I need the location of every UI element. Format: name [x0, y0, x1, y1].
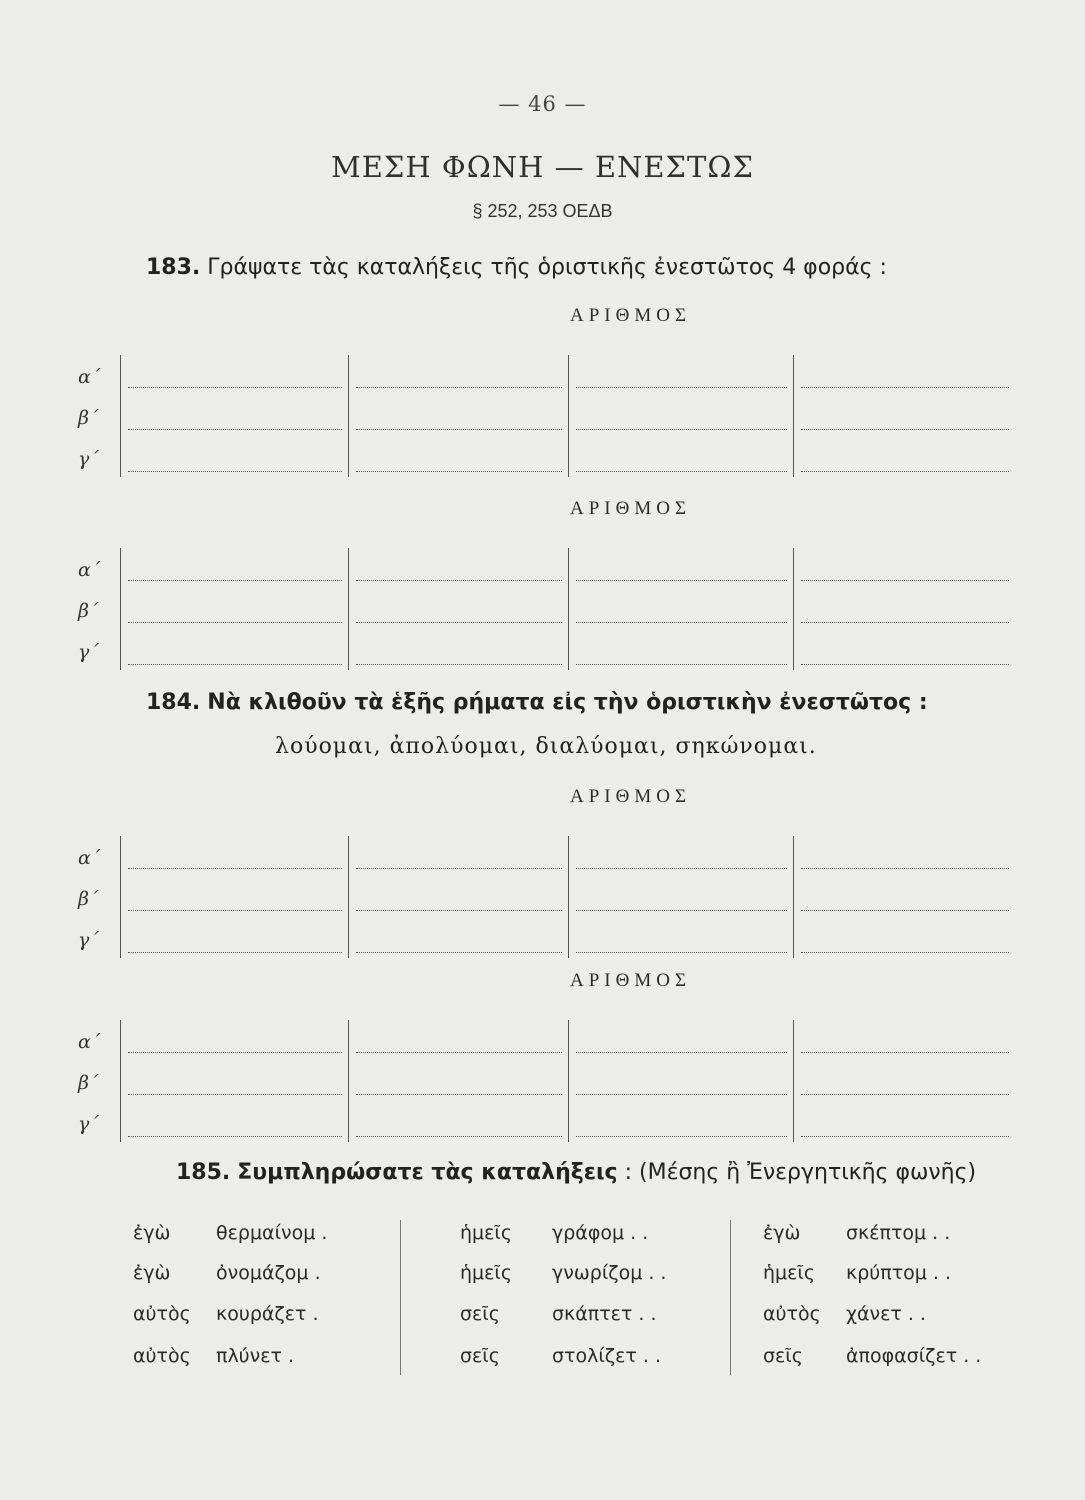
- answer-blank[interactable]: [801, 471, 1009, 472]
- grid-column-line: [348, 836, 349, 958]
- answer-blank[interactable]: [128, 580, 342, 581]
- pronoun: ἡμεῖς: [460, 1262, 512, 1284]
- answer-blank[interactable]: [801, 580, 1009, 581]
- grid-column-line: [568, 355, 569, 477]
- verb-stem-blank[interactable]: θερμαίνομ .: [216, 1222, 328, 1244]
- answer-blank[interactable]: [128, 429, 342, 430]
- grid-column-line: [120, 355, 121, 477]
- exercise-185-number: 185.: [176, 1160, 231, 1185]
- answer-blank[interactable]: [356, 387, 562, 388]
- exercise-184-instruction: [146, 690, 928, 715]
- answer-blank[interactable]: [576, 471, 787, 472]
- row-labels: [78, 357, 100, 480]
- answer-blank[interactable]: [356, 580, 562, 581]
- answer-blank[interactable]: [576, 1052, 787, 1053]
- verb-stem-blank[interactable]: στολίζετ . .: [552, 1345, 661, 1367]
- grid-column-line: [348, 548, 349, 670]
- row-labels: [78, 838, 100, 961]
- exercise-185-text-bold: Συμπληρώσατε τὰς καταλήξεις: [237, 1160, 618, 1185]
- grid-heading: ΑΡΙΘΜΟΣ: [570, 498, 692, 519]
- answer-blank[interactable]: [356, 429, 562, 430]
- pronoun: ἐγὼ: [133, 1262, 171, 1284]
- answer-blank[interactable]: [576, 664, 787, 665]
- exercise-183-instruction: [146, 255, 887, 280]
- row-label: β΄: [78, 407, 99, 429]
- grid-column-line: [793, 836, 794, 958]
- row-label: γ΄: [78, 929, 99, 951]
- pronoun: αὐτὸς: [133, 1303, 191, 1325]
- answer-blank[interactable]: [576, 622, 787, 623]
- answer-blank[interactable]: [576, 868, 787, 869]
- grid-column-line: [568, 1020, 569, 1142]
- answer-blank[interactable]: [576, 1094, 787, 1095]
- pronoun: ἐγὼ: [763, 1222, 801, 1244]
- answer-blank[interactable]: [801, 1052, 1009, 1053]
- answer-blank[interactable]: [576, 1136, 787, 1137]
- pronoun: σεῖς: [460, 1303, 500, 1325]
- section-reference: § 252, 253 ΟΕΔΒ: [472, 201, 613, 221]
- answer-blank[interactable]: [576, 952, 787, 953]
- verb-stem-blank[interactable]: γνωρίζομ . .: [552, 1262, 667, 1284]
- row-label: β΄: [78, 1072, 99, 1094]
- answer-blank[interactable]: [128, 952, 342, 953]
- grid-column-line: [568, 836, 569, 958]
- answer-blank[interactable]: [576, 580, 787, 581]
- grid-column-line: [793, 1020, 794, 1142]
- grid-column-line: [793, 355, 794, 477]
- answer-blank[interactable]: [128, 1052, 342, 1053]
- pronoun: σεῖς: [460, 1345, 500, 1367]
- pronoun: αὐτὸς: [763, 1303, 821, 1325]
- answer-blank[interactable]: [576, 387, 787, 388]
- row-label: α΄: [78, 1031, 101, 1053]
- answer-blank[interactable]: [801, 387, 1009, 388]
- answer-grid-2: [60, 498, 1020, 673]
- answer-blank[interactable]: [128, 387, 342, 388]
- grid-heading: ΑΡΙΘΜΟΣ: [570, 786, 692, 807]
- answer-grid-4: [60, 970, 1020, 1145]
- answer-blank[interactable]: [801, 622, 1009, 623]
- answer-blank[interactable]: [128, 910, 342, 911]
- answer-blank[interactable]: [356, 664, 562, 665]
- row-label: α΄: [78, 366, 101, 388]
- answer-blank[interactable]: [128, 868, 342, 869]
- answer-blank[interactable]: [128, 471, 342, 472]
- answer-blank[interactable]: [128, 1094, 342, 1095]
- row-label: α΄: [78, 847, 101, 869]
- row-labels: [78, 1022, 100, 1145]
- answer-blank[interactable]: [801, 910, 1009, 911]
- row-label: γ΄: [78, 641, 99, 663]
- answer-blank[interactable]: [356, 868, 562, 869]
- grid-heading: ΑΡΙΘΜΟΣ: [570, 970, 692, 991]
- page-number: — 46 —: [498, 92, 587, 116]
- exercise-184-number: 184.: [146, 690, 201, 715]
- verb-stem-blank[interactable]: κουράζετ .: [216, 1303, 319, 1325]
- grid-column-line: [120, 548, 121, 670]
- grid-column-line: [348, 355, 349, 477]
- verb-stem-blank[interactable]: γράφομ . .: [552, 1222, 649, 1244]
- verb-stem-blank[interactable]: σκέπτομ . .: [846, 1222, 951, 1244]
- pronoun: ἐγὼ: [133, 1222, 171, 1244]
- answer-blank[interactable]: [801, 1136, 1009, 1137]
- answer-blank[interactable]: [801, 664, 1009, 665]
- exercise-185-text-rest: : (Μέσης ἢ Ἐνεργητικῆς φωνῆς): [624, 1160, 977, 1185]
- verb-stem-blank[interactable]: ἀποφασίζετ . .: [846, 1345, 982, 1367]
- answer-blank[interactable]: [356, 952, 562, 953]
- answer-blank[interactable]: [801, 1094, 1009, 1095]
- grid-heading: ΑΡΙΘΜΟΣ: [570, 305, 692, 326]
- answer-blank[interactable]: [356, 1136, 562, 1137]
- grid-column-line: [120, 836, 121, 958]
- exercise-184-verbs: λούομαι, ἀπολύομαι, διαλύομαι, σηκώνομαι.: [275, 734, 817, 759]
- answer-grid-3: [60, 786, 1020, 961]
- exercise-185-instruction: [176, 1160, 976, 1185]
- column-divider: [400, 1220, 401, 1375]
- pronoun: ἡμεῖς: [763, 1262, 815, 1284]
- answer-blank[interactable]: [128, 622, 342, 623]
- verb-stem-blank[interactable]: κρύπτομ . .: [846, 1262, 952, 1284]
- answer-blank[interactable]: [356, 1052, 562, 1053]
- grid-column-line: [348, 1020, 349, 1142]
- pronoun: αὐτὸς: [133, 1345, 191, 1367]
- page-title: ΜΕΣΗ ΦΩΝΗ — ΕΝΕΣΤΩΣ: [331, 150, 754, 184]
- answer-blank[interactable]: [356, 471, 562, 472]
- row-label: β΄: [78, 888, 99, 910]
- exercise-184-text: Νὰ κλιθοῦν τὰ ἑξῆς ρήματα εἰς τὴν ὁριστικὴν ἐνεστῶτος :: [207, 690, 928, 715]
- answer-blank[interactable]: [576, 910, 787, 911]
- answer-blank[interactable]: [356, 1094, 562, 1095]
- answer-blank[interactable]: [801, 429, 1009, 430]
- answer-blank[interactable]: [356, 910, 562, 911]
- grid-column-line: [120, 1020, 121, 1142]
- column-divider: [730, 1220, 731, 1375]
- pronoun: σεῖς: [763, 1345, 803, 1367]
- row-labels: [78, 550, 100, 673]
- grid-column-line: [793, 548, 794, 670]
- row-label: γ΄: [78, 448, 99, 470]
- verb-stem-blank[interactable]: πλύνετ .: [216, 1345, 295, 1367]
- answer-blank[interactable]: [576, 429, 787, 430]
- exercise-183-text: Γράψατε τὰς καταλήξεις τῆς ὁριστικῆς ἐνεστῶτος 4 φοράς :: [207, 255, 887, 280]
- row-label: α΄: [78, 559, 101, 581]
- answer-blank[interactable]: [128, 664, 342, 665]
- verb-stem-blank[interactable]: σκάπτετ . .: [552, 1303, 657, 1325]
- row-label: β΄: [78, 600, 99, 622]
- row-label: γ΄: [78, 1113, 99, 1135]
- grid-column-line: [568, 548, 569, 670]
- answer-blank[interactable]: [801, 952, 1009, 953]
- answer-blank[interactable]: [128, 1136, 342, 1137]
- exercise-183-number: 183.: [146, 255, 201, 280]
- pronoun: ἡμεῖς: [460, 1222, 512, 1244]
- answer-grid-1: [60, 305, 1020, 480]
- verb-stem-blank[interactable]: ὀνομάζομ .: [216, 1262, 321, 1284]
- answer-blank[interactable]: [801, 868, 1009, 869]
- answer-blank[interactable]: [356, 622, 562, 623]
- verb-stem-blank[interactable]: χάνετ . .: [846, 1303, 926, 1325]
